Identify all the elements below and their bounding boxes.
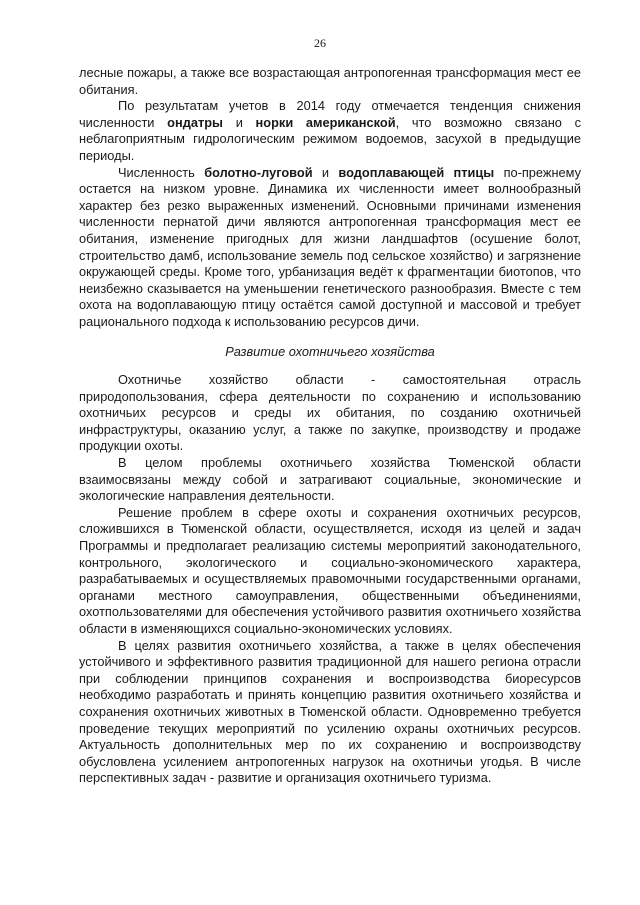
section-paragraph-development: В целях развития охотничьего хозяйства, а также в целях обеспечения устойчивого и эффективного развития традиционной для нашего региона отрасли при соблюдении принципов сохранения и воспроизводства биоресурсов необходимо разработать и принять концепцию развития охотничьего хозяйства и сохранения охотничьих животных в Тюменской области. Одновременно требуется проведение текущих мероприятий по усилению охраны охотничьих ресурсов. Актуальность дополнительных мер по их сохранению и воспроизводству обусловлена усилением антропогенных нагрузок на охотничьи угодья. В числе перспективных задач - развитие и организация охотничьего туризма. [79, 637, 581, 786]
page-number: 26 [314, 36, 326, 50]
bold-term-muskrat: ондатры [167, 114, 223, 130]
paragraph-fires [79, 65, 581, 98]
paragraph-text: и [222, 114, 256, 130]
paragraph-text: По результатам учетов в 2014 году отмечается тенденция снижения численности [79, 98, 581, 130]
section-paragraph-problems: В целом проблемы охотничьего хозяйства Тюменской области взаимосвязаны между собой и затрагивают социальные, экономические и экологические направления деятельности. [79, 455, 581, 504]
paragraph-muskrat-mink [79, 98, 581, 164]
bold-term-marsh-birds: болотно-луговой [204, 164, 313, 180]
document-body [79, 65, 581, 787]
section-paragraph-solutions: Решение проблем в сфере охоты и сохранения охотничьих ресурсов, сложившихся в Тюменской области, осуществляется, исходя из целей и задач Программы и предполагает реализацию системы мероприятий законодательного, контрольного, экологического и социально-экономического характера, разрабатываемых и осуществляемых правомочными государственными органами, органами местного самоуправления, общественными объединениями, охотпользователями для обеспечения устойчивого развития охотничьего хозяйства области в изменяющихся социально-экономических условиях. [79, 504, 581, 636]
bold-term-mink: норки американской [255, 114, 396, 130]
section-title: Развитие охотничьего хозяйства [225, 343, 435, 359]
paragraph-text: по-прежнему остается на низком уровне. Динамика их численности имеет волнообразный характер без резко выраженных изменений. Основными причинами изменения численности пернатой дичи являются антропогенная трансформация мест ее обитания, изменение пригодных для жизни ландшафтов (осушение болот, строительство дамб, использование земель под сельское хозяйство) и загрязнение окружающей среды. Кроме того, урбанизация ведёт к фрагментации биотопов, что неизбежно сказывается на уменьшении генетического разнообразия. Вместе с тем охота на водоплавающую птицу остаётся самой доступной и массовой и требует рационального подхода к использованию ресурсов дичи. [79, 164, 581, 329]
paragraph-birds [79, 165, 581, 331]
paragraph-text: , что возможно связано с неблагоприятным гидрологическим режимом водоемов, засухой в предыдущие периоды. [79, 114, 581, 163]
paragraph-text: Численность [118, 164, 205, 180]
paragraph-text: и [312, 164, 339, 180]
paragraph-text: лесные пожары, а также все возрастающая антропогенная трансформация мест ее обитания. [79, 65, 581, 97]
bold-term-waterfowl: водоплавающей птицы [338, 164, 495, 180]
section-paragraph-definition: Охотничье хозяйство области - самостоятельная отрасль природопользования, сфера деятельности по сохранению и использованию охотничьих ресурсов и среды их обитания, по созданию охотничьей инфраструктуры, оказанию услуг, а также по закупке, производству и продаже продукции охоты. [79, 372, 581, 454]
